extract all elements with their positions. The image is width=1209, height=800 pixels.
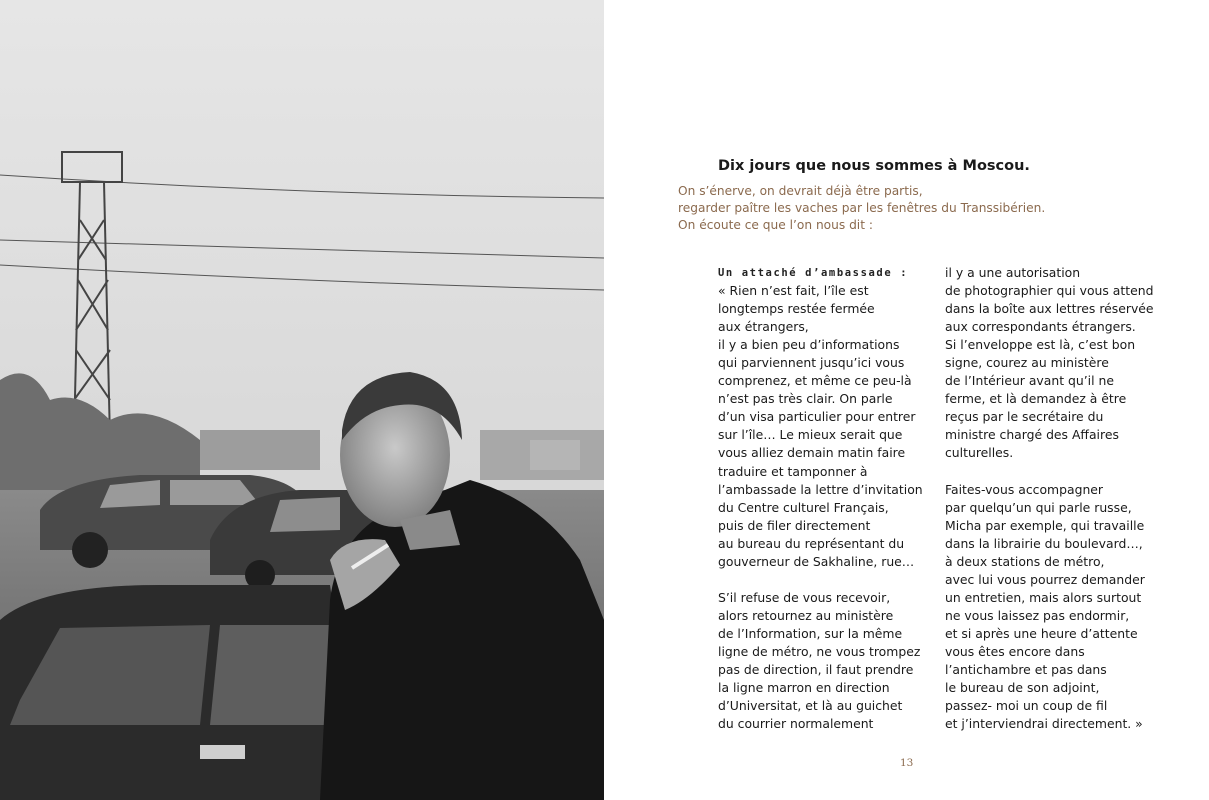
text-line: gouverneur de Sakhaline, rue… bbox=[718, 553, 915, 569]
text-line: avec lui vous pourrez demander bbox=[945, 571, 1145, 587]
text-line: ne vous laissez pas endormir, bbox=[945, 607, 1130, 623]
paragraph-gap bbox=[718, 571, 928, 589]
text-line: le bureau de son adjoint, bbox=[945, 680, 1100, 696]
text-line: d’Universitat, et là au guichet bbox=[718, 698, 903, 714]
text-line: Si l’enveloppe est là, c’est bon bbox=[945, 337, 1136, 353]
paragraph-gap bbox=[945, 463, 1165, 481]
text-page bbox=[604, 0, 1209, 800]
text-line: et j’interviendrai directement. » bbox=[945, 716, 1143, 732]
right-text-column bbox=[945, 264, 1165, 733]
text-line: « Rien n’est fait, l’île est bbox=[718, 283, 869, 299]
text-line: comprenez, et même ce peu-là bbox=[718, 373, 912, 389]
building bbox=[200, 430, 320, 470]
text-line: vous êtes encore dans bbox=[945, 643, 1085, 659]
text-line: de l’Information, sur la même bbox=[718, 625, 903, 641]
street-photo-illustration bbox=[0, 0, 604, 800]
text-line: l’antichambre et pas dans bbox=[945, 662, 1107, 678]
intro-paragraph bbox=[678, 183, 1118, 234]
text-line: et si après une heure d’attente bbox=[945, 625, 1138, 641]
text-line: aux correspondants étrangers. bbox=[945, 319, 1136, 335]
text-line: il y a bien peu d’informations bbox=[718, 337, 900, 353]
chapter-heading: Dix jours que nous sommes à Moscou. bbox=[718, 158, 1030, 174]
photograph bbox=[0, 0, 604, 800]
text-line: de l’Intérieur avant qu’il ne bbox=[945, 373, 1114, 389]
text-line: du Centre culturel Français, bbox=[718, 499, 889, 515]
text-line: qui parviennent jusqu’ici vous bbox=[718, 355, 905, 371]
text-line: ferme, et là demandez à être bbox=[945, 391, 1127, 407]
text-line: un entretien, mais alors surtout bbox=[945, 589, 1142, 605]
text-line: traduire et tamponner à bbox=[718, 463, 868, 479]
text-line: vous alliez demain matin faire bbox=[718, 445, 906, 461]
intro-line: On s’énerve, on devrait déjà être partis, bbox=[678, 184, 923, 198]
text-line: reçus par le secrétaire du bbox=[945, 409, 1104, 425]
text-line: n’est pas très clair. On parle bbox=[718, 391, 893, 407]
intro-line: regarder paître les vaches par les fenêtres du Transsibérien. bbox=[678, 201, 1046, 215]
text-line: passez- moi un coup de fil bbox=[945, 698, 1108, 714]
text-line: par quelqu’un qui parle russe, bbox=[945, 499, 1132, 515]
text-line: la ligne marron en direction bbox=[718, 680, 890, 696]
text-line: l’ambassade la lettre d’invitation bbox=[718, 481, 923, 497]
text-line: puis de filer directement bbox=[718, 517, 871, 533]
text-line: au bureau du représentant du bbox=[718, 535, 905, 551]
intro-line: On écoute ce que l’on nous dit : bbox=[678, 218, 873, 232]
speaker-label: Un attaché d’ambassade : bbox=[718, 267, 909, 279]
text-line: sur l’île… Le mieux serait que bbox=[718, 427, 903, 443]
left-text-column bbox=[718, 264, 928, 733]
text-line: alors retournez au ministère bbox=[718, 607, 894, 623]
text-line: dans la librairie du boulevard…, bbox=[945, 535, 1143, 551]
text-line: longtemps restée fermée bbox=[718, 301, 875, 317]
text-line: signe, courez au ministère bbox=[945, 355, 1109, 371]
text-line: culturelles. bbox=[945, 445, 1014, 461]
text-line: pas de direction, il faut prendre bbox=[718, 662, 914, 678]
page-number: 13 bbox=[900, 757, 914, 769]
text-line: dans la boîte aux lettres réservée bbox=[945, 301, 1154, 317]
text-line: ministre chargé des Affaires bbox=[945, 427, 1119, 443]
text-line: à deux stations de métro, bbox=[945, 553, 1105, 569]
text-line: de photographier qui vous attend bbox=[945, 283, 1154, 299]
foreground-car bbox=[0, 585, 360, 800]
text-line: d’un visa particulier pour entrer bbox=[718, 409, 916, 425]
text-line: S’il refuse de vous recevoir, bbox=[718, 589, 891, 605]
text-line: Faites-vous accompagner bbox=[945, 481, 1104, 497]
text-line: ligne de métro, ne vous trompez bbox=[718, 643, 921, 659]
text-line: du courrier normalement bbox=[718, 716, 874, 732]
text-line: Micha par exemple, qui travaille bbox=[945, 517, 1145, 533]
building bbox=[530, 440, 580, 470]
text-line: aux étrangers, bbox=[718, 319, 809, 335]
text-line: il y a une autorisation bbox=[945, 265, 1081, 280]
